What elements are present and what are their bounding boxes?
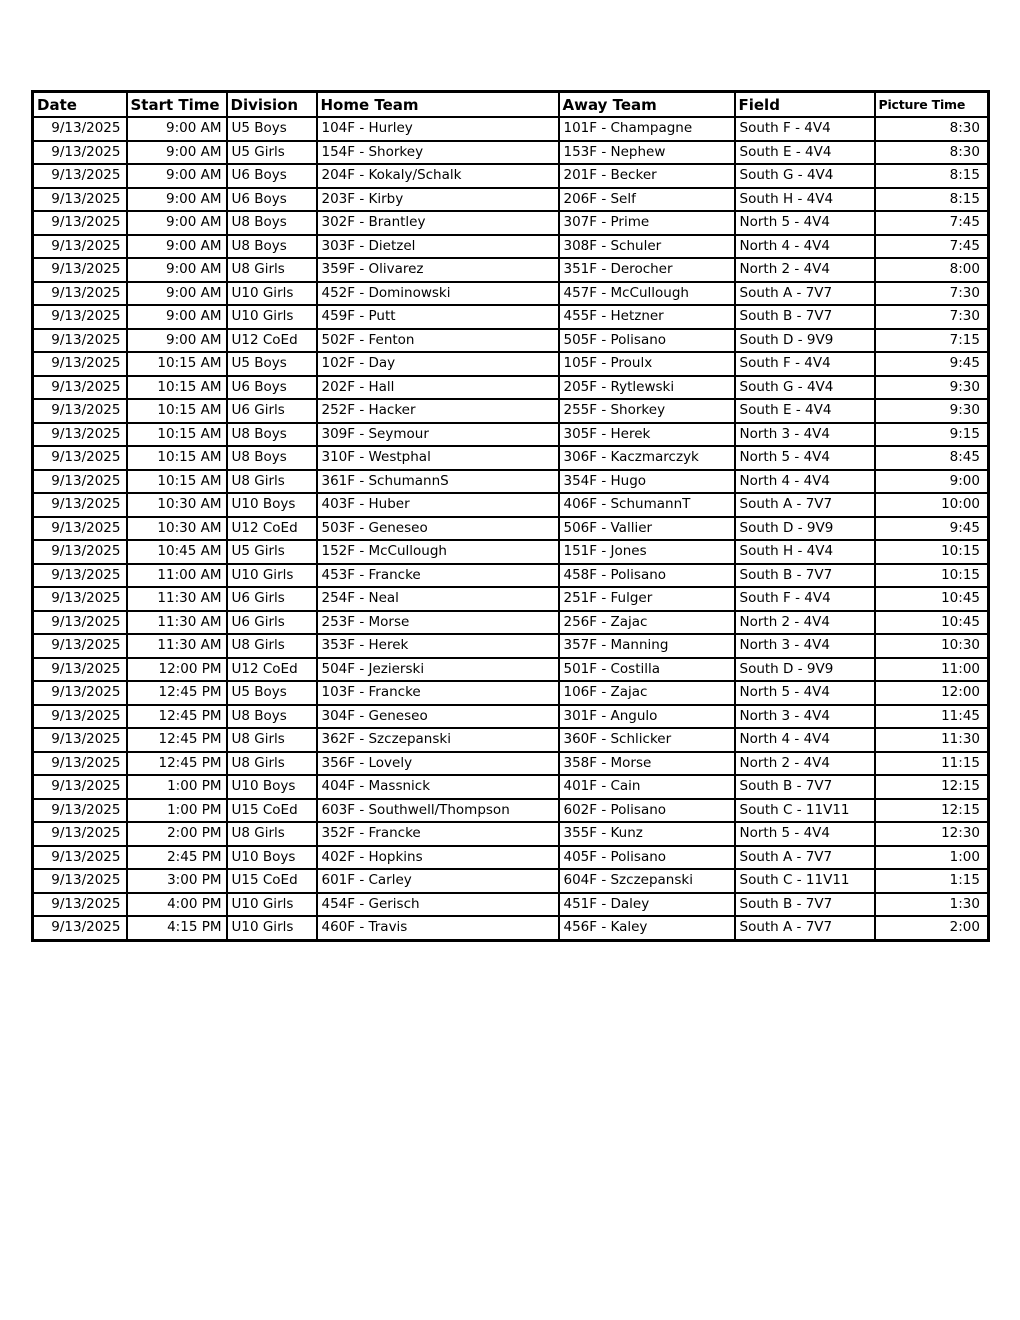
cell-home_team: 152F - McCullough <box>317 540 559 564</box>
cell-date: 9/13/2025 <box>33 399 127 423</box>
cell-picture_time: 2:00 <box>875 916 989 940</box>
cell-picture_time: 9:30 <box>875 376 989 400</box>
cell-division: U8 Girls <box>227 752 317 776</box>
cell-picture_time: 11:00 <box>875 658 989 682</box>
cell-field: South G - 4V4 <box>735 376 875 400</box>
cell-away_team: 301F - Angulo <box>559 705 735 729</box>
col-header-division: Division <box>227 92 317 118</box>
cell-start_time: 2:00 PM <box>127 822 227 846</box>
cell-field: North 2 - 4V4 <box>735 611 875 635</box>
cell-field: South F - 4V4 <box>735 587 875 611</box>
cell-away_team: 256F - Zajac <box>559 611 735 635</box>
cell-date: 9/13/2025 <box>33 705 127 729</box>
cell-home_team: 253F - Morse <box>317 611 559 635</box>
cell-away_team: 357F - Manning <box>559 634 735 658</box>
cell-start_time: 9:00 AM <box>127 305 227 329</box>
cell-division: U8 Girls <box>227 728 317 752</box>
cell-division: U5 Girls <box>227 540 317 564</box>
cell-home_team: 102F - Day <box>317 352 559 376</box>
table-row <box>33 634 989 658</box>
table-row <box>33 141 989 165</box>
cell-field: South C - 11V11 <box>735 799 875 823</box>
table-row <box>33 211 989 235</box>
table-row <box>33 188 989 212</box>
cell-division: U5 Boys <box>227 117 317 141</box>
table-row <box>33 282 989 306</box>
cell-picture_time: 12:30 <box>875 822 989 846</box>
cell-home_team: 356F - Lovely <box>317 752 559 776</box>
cell-picture_time: 8:00 <box>875 258 989 282</box>
cell-date: 9/13/2025 <box>33 329 127 353</box>
cell-date: 9/13/2025 <box>33 470 127 494</box>
cell-home_team: 154F - Shorkey <box>317 141 559 165</box>
table-row <box>33 305 989 329</box>
schedule-table <box>31 90 990 942</box>
cell-away_team: 401F - Cain <box>559 775 735 799</box>
table-row <box>33 587 989 611</box>
cell-division: U6 Boys <box>227 164 317 188</box>
cell-start_time: 9:00 AM <box>127 211 227 235</box>
cell-picture_time: 10:15 <box>875 564 989 588</box>
cell-away_team: 405F - Polisano <box>559 846 735 870</box>
cell-date: 9/13/2025 <box>33 117 127 141</box>
cell-start_time: 9:00 AM <box>127 329 227 353</box>
cell-date: 9/13/2025 <box>33 728 127 752</box>
cell-away_team: 308F - Schuler <box>559 235 735 259</box>
cell-start_time: 10:15 AM <box>127 446 227 470</box>
cell-picture_time: 7:45 <box>875 211 989 235</box>
cell-away_team: 106F - Zajac <box>559 681 735 705</box>
cell-start_time: 11:00 AM <box>127 564 227 588</box>
cell-date: 9/13/2025 <box>33 517 127 541</box>
cell-field: North 3 - 4V4 <box>735 423 875 447</box>
cell-field: South F - 4V4 <box>735 117 875 141</box>
table-row <box>33 846 989 870</box>
cell-start_time: 4:15 PM <box>127 916 227 940</box>
cell-division: U8 Boys <box>227 211 317 235</box>
cell-picture_time: 7:15 <box>875 329 989 353</box>
cell-home_team: 601F - Carley <box>317 869 559 893</box>
cell-home_team: 202F - Hall <box>317 376 559 400</box>
cell-division: U8 Boys <box>227 235 317 259</box>
cell-field: North 4 - 4V4 <box>735 728 875 752</box>
cell-picture_time: 12:15 <box>875 799 989 823</box>
cell-start_time: 3:00 PM <box>127 869 227 893</box>
cell-away_team: 105F - Proulx <box>559 352 735 376</box>
cell-away_team: 201F - Becker <box>559 164 735 188</box>
table-row <box>33 399 989 423</box>
header-row <box>33 92 989 118</box>
cell-away_team: 505F - Polisano <box>559 329 735 353</box>
cell-start_time: 10:45 AM <box>127 540 227 564</box>
cell-home_team: 203F - Kirby <box>317 188 559 212</box>
cell-home_team: 252F - Hacker <box>317 399 559 423</box>
cell-home_team: 304F - Geneseo <box>317 705 559 729</box>
cell-home_team: 103F - Francke <box>317 681 559 705</box>
cell-picture_time: 11:15 <box>875 752 989 776</box>
cell-start_time: 9:00 AM <box>127 282 227 306</box>
cell-division: U15 CoEd <box>227 869 317 893</box>
cell-field: North 5 - 4V4 <box>735 446 875 470</box>
cell-picture_time: 8:30 <box>875 117 989 141</box>
cell-away_team: 101F - Champagne <box>559 117 735 141</box>
cell-picture_time: 9:45 <box>875 352 989 376</box>
cell-start_time: 1:00 PM <box>127 775 227 799</box>
cell-start_time: 10:15 AM <box>127 399 227 423</box>
table-row <box>33 117 989 141</box>
table-row <box>33 517 989 541</box>
cell-home_team: 402F - Hopkins <box>317 846 559 870</box>
cell-division: U6 Girls <box>227 399 317 423</box>
cell-division: U15 CoEd <box>227 799 317 823</box>
table-row <box>33 611 989 635</box>
cell-field: South D - 9V9 <box>735 329 875 353</box>
cell-picture_time: 1:00 <box>875 846 989 870</box>
cell-home_team: 361F - SchumannS <box>317 470 559 494</box>
cell-away_team: 351F - Derocher <box>559 258 735 282</box>
table-row <box>33 564 989 588</box>
cell-away_team: 406F - SchumannT <box>559 493 735 517</box>
cell-division: U8 Girls <box>227 258 317 282</box>
cell-date: 9/13/2025 <box>33 634 127 658</box>
cell-start_time: 11:30 AM <box>127 587 227 611</box>
cell-division: U10 Girls <box>227 916 317 940</box>
cell-date: 9/13/2025 <box>33 540 127 564</box>
cell-picture_time: 11:30 <box>875 728 989 752</box>
cell-start_time: 10:15 AM <box>127 423 227 447</box>
table-row <box>33 352 989 376</box>
table-row <box>33 493 989 517</box>
table-row <box>33 728 989 752</box>
cell-field: North 2 - 4V4 <box>735 752 875 776</box>
table-row <box>33 164 989 188</box>
col-header-home-team: Home Team <box>317 92 559 118</box>
cell-home_team: 353F - Herek <box>317 634 559 658</box>
cell-division: U12 CoEd <box>227 329 317 353</box>
cell-home_team: 502F - Fenton <box>317 329 559 353</box>
cell-picture_time: 7:30 <box>875 282 989 306</box>
cell-away_team: 456F - Kaley <box>559 916 735 940</box>
cell-division: U8 Girls <box>227 822 317 846</box>
cell-division: U8 Boys <box>227 705 317 729</box>
cell-start_time: 2:45 PM <box>127 846 227 870</box>
cell-start_time: 9:00 AM <box>127 188 227 212</box>
cell-date: 9/13/2025 <box>33 235 127 259</box>
cell-division: U5 Girls <box>227 141 317 165</box>
cell-field: South C - 11V11 <box>735 869 875 893</box>
cell-date: 9/13/2025 <box>33 564 127 588</box>
table-row <box>33 705 989 729</box>
cell-away_team: 354F - Hugo <box>559 470 735 494</box>
cell-home_team: 254F - Neal <box>317 587 559 611</box>
col-header-start-time: Start Time <box>127 92 227 118</box>
cell-date: 9/13/2025 <box>33 352 127 376</box>
cell-start_time: 12:45 PM <box>127 705 227 729</box>
cell-start_time: 9:00 AM <box>127 164 227 188</box>
cell-away_team: 206F - Self <box>559 188 735 212</box>
cell-field: South B - 7V7 <box>735 564 875 588</box>
cell-field: South D - 9V9 <box>735 517 875 541</box>
col-header-picture-time: Picture Time <box>875 92 989 118</box>
cell-date: 9/13/2025 <box>33 846 127 870</box>
cell-field: South A - 7V7 <box>735 493 875 517</box>
cell-home_team: 460F - Travis <box>317 916 559 940</box>
cell-division: U5 Boys <box>227 681 317 705</box>
cell-start_time: 9:00 AM <box>127 117 227 141</box>
cell-away_team: 455F - Hetzner <box>559 305 735 329</box>
cell-start_time: 10:15 AM <box>127 470 227 494</box>
cell-division: U10 Girls <box>227 282 317 306</box>
cell-home_team: 359F - Olivarez <box>317 258 559 282</box>
cell-date: 9/13/2025 <box>33 258 127 282</box>
cell-picture_time: 1:30 <box>875 893 989 917</box>
cell-picture_time: 10:00 <box>875 493 989 517</box>
cell-division: U8 Girls <box>227 634 317 658</box>
cell-away_team: 307F - Prime <box>559 211 735 235</box>
table-row <box>33 799 989 823</box>
table-row <box>33 376 989 400</box>
cell-date: 9/13/2025 <box>33 869 127 893</box>
cell-division: U10 Girls <box>227 564 317 588</box>
cell-field: North 3 - 4V4 <box>735 705 875 729</box>
cell-start_time: 10:30 AM <box>127 517 227 541</box>
cell-home_team: 309F - Seymour <box>317 423 559 447</box>
cell-away_team: 602F - Polisano <box>559 799 735 823</box>
cell-start_time: 11:30 AM <box>127 611 227 635</box>
cell-start_time: 9:00 AM <box>127 141 227 165</box>
cell-away_team: 604F - Szczepanski <box>559 869 735 893</box>
cell-away_team: 360F - Schlicker <box>559 728 735 752</box>
cell-home_team: 104F - Hurley <box>317 117 559 141</box>
cell-home_team: 404F - Massnick <box>317 775 559 799</box>
cell-field: North 5 - 4V4 <box>735 211 875 235</box>
cell-division: U10 Boys <box>227 846 317 870</box>
cell-date: 9/13/2025 <box>33 752 127 776</box>
table-row <box>33 658 989 682</box>
cell-picture_time: 11:45 <box>875 705 989 729</box>
cell-field: North 2 - 4V4 <box>735 258 875 282</box>
cell-date: 9/13/2025 <box>33 611 127 635</box>
cell-home_team: 503F - Geneseo <box>317 517 559 541</box>
cell-division: U12 CoEd <box>227 517 317 541</box>
cell-home_team: 204F - Kokaly/Schalk <box>317 164 559 188</box>
cell-date: 9/13/2025 <box>33 164 127 188</box>
cell-field: South B - 7V7 <box>735 893 875 917</box>
cell-picture_time: 9:15 <box>875 423 989 447</box>
cell-picture_time: 1:15 <box>875 869 989 893</box>
cell-date: 9/13/2025 <box>33 916 127 940</box>
table-row <box>33 329 989 353</box>
cell-division: U10 Boys <box>227 493 317 517</box>
cell-division: U10 Girls <box>227 893 317 917</box>
cell-away_team: 506F - Vallier <box>559 517 735 541</box>
cell-date: 9/13/2025 <box>33 681 127 705</box>
cell-field: North 4 - 4V4 <box>735 235 875 259</box>
cell-picture_time: 8:15 <box>875 188 989 212</box>
cell-division: U10 Girls <box>227 305 317 329</box>
cell-picture_time: 8:30 <box>875 141 989 165</box>
cell-date: 9/13/2025 <box>33 376 127 400</box>
cell-field: South B - 7V7 <box>735 305 875 329</box>
table-row <box>33 258 989 282</box>
cell-date: 9/13/2025 <box>33 799 127 823</box>
cell-away_team: 458F - Polisano <box>559 564 735 588</box>
cell-date: 9/13/2025 <box>33 282 127 306</box>
cell-field: South E - 4V4 <box>735 141 875 165</box>
cell-division: U5 Boys <box>227 352 317 376</box>
table-row <box>33 916 989 940</box>
cell-home_team: 454F - Gerisch <box>317 893 559 917</box>
cell-home_team: 403F - Huber <box>317 493 559 517</box>
cell-home_team: 453F - Francke <box>317 564 559 588</box>
cell-away_team: 153F - Nephew <box>559 141 735 165</box>
cell-picture_time: 7:30 <box>875 305 989 329</box>
cell-home_team: 352F - Francke <box>317 822 559 846</box>
table-row <box>33 681 989 705</box>
cell-field: North 4 - 4V4 <box>735 470 875 494</box>
cell-away_team: 501F - Costilla <box>559 658 735 682</box>
cell-picture_time: 9:45 <box>875 517 989 541</box>
cell-field: South H - 4V4 <box>735 540 875 564</box>
cell-field: North 5 - 4V4 <box>735 681 875 705</box>
cell-home_team: 362F - Szczepanski <box>317 728 559 752</box>
cell-picture_time: 12:00 <box>875 681 989 705</box>
cell-division: U6 Girls <box>227 611 317 635</box>
cell-division: U6 Boys <box>227 376 317 400</box>
cell-date: 9/13/2025 <box>33 446 127 470</box>
cell-home_team: 603F - Southwell/Thompson <box>317 799 559 823</box>
table-row <box>33 470 989 494</box>
cell-away_team: 255F - Shorkey <box>559 399 735 423</box>
col-header-field: Field <box>735 92 875 118</box>
cell-start_time: 4:00 PM <box>127 893 227 917</box>
cell-away_team: 306F - Kaczmarczyk <box>559 446 735 470</box>
cell-home_team: 310F - Westphal <box>317 446 559 470</box>
table-row <box>33 235 989 259</box>
cell-away_team: 358F - Morse <box>559 752 735 776</box>
cell-home_team: 452F - Dominowski <box>317 282 559 306</box>
cell-date: 9/13/2025 <box>33 188 127 212</box>
cell-away_team: 355F - Kunz <box>559 822 735 846</box>
cell-start_time: 12:45 PM <box>127 681 227 705</box>
cell-date: 9/13/2025 <box>33 587 127 611</box>
cell-picture_time: 10:30 <box>875 634 989 658</box>
cell-division: U6 Girls <box>227 587 317 611</box>
cell-start_time: 9:00 AM <box>127 235 227 259</box>
cell-field: South G - 4V4 <box>735 164 875 188</box>
cell-field: South H - 4V4 <box>735 188 875 212</box>
cell-date: 9/13/2025 <box>33 493 127 517</box>
table-row <box>33 423 989 447</box>
cell-home_team: 303F - Dietzel <box>317 235 559 259</box>
table-row <box>33 893 989 917</box>
cell-division: U8 Girls <box>227 470 317 494</box>
cell-date: 9/13/2025 <box>33 822 127 846</box>
cell-picture_time: 9:30 <box>875 399 989 423</box>
cell-field: South B - 7V7 <box>735 775 875 799</box>
cell-start_time: 12:45 PM <box>127 728 227 752</box>
cell-date: 9/13/2025 <box>33 658 127 682</box>
cell-home_team: 459F - Putt <box>317 305 559 329</box>
cell-division: U10 Boys <box>227 775 317 799</box>
cell-home_team: 302F - Brantley <box>317 211 559 235</box>
cell-away_team: 457F - McCullough <box>559 282 735 306</box>
cell-date: 9/13/2025 <box>33 893 127 917</box>
cell-field: South A - 7V7 <box>735 846 875 870</box>
cell-date: 9/13/2025 <box>33 211 127 235</box>
table-row <box>33 540 989 564</box>
cell-start_time: 1:00 PM <box>127 799 227 823</box>
cell-start_time: 10:30 AM <box>127 493 227 517</box>
cell-picture_time: 10:45 <box>875 611 989 635</box>
cell-picture_time: 10:45 <box>875 587 989 611</box>
cell-field: South D - 9V9 <box>735 658 875 682</box>
cell-away_team: 251F - Fulger <box>559 587 735 611</box>
cell-date: 9/13/2025 <box>33 305 127 329</box>
table-row <box>33 822 989 846</box>
cell-division: U8 Boys <box>227 423 317 447</box>
cell-picture_time: 9:00 <box>875 470 989 494</box>
cell-picture_time: 7:45 <box>875 235 989 259</box>
cell-away_team: 205F - Rytlewski <box>559 376 735 400</box>
cell-start_time: 10:15 AM <box>127 376 227 400</box>
cell-start_time: 12:45 PM <box>127 752 227 776</box>
cell-field: South E - 4V4 <box>735 399 875 423</box>
cell-picture_time: 8:45 <box>875 446 989 470</box>
cell-date: 9/13/2025 <box>33 775 127 799</box>
cell-date: 9/13/2025 <box>33 141 127 165</box>
cell-start_time: 9:00 AM <box>127 258 227 282</box>
cell-away_team: 151F - Jones <box>559 540 735 564</box>
cell-start_time: 11:30 AM <box>127 634 227 658</box>
cell-division: U12 CoEd <box>227 658 317 682</box>
cell-field: North 3 - 4V4 <box>735 634 875 658</box>
col-header-away-team: Away Team <box>559 92 735 118</box>
schedule-table-body <box>33 117 989 940</box>
table-row <box>33 775 989 799</box>
cell-date: 9/13/2025 <box>33 423 127 447</box>
cell-picture_time: 10:15 <box>875 540 989 564</box>
cell-picture_time: 8:15 <box>875 164 989 188</box>
cell-away_team: 305F - Herek <box>559 423 735 447</box>
cell-division: U6 Boys <box>227 188 317 212</box>
table-row <box>33 446 989 470</box>
cell-field: South F - 4V4 <box>735 352 875 376</box>
cell-division: U8 Boys <box>227 446 317 470</box>
cell-home_team: 504F - Jezierski <box>317 658 559 682</box>
cell-away_team: 451F - Daley <box>559 893 735 917</box>
cell-field: South A - 7V7 <box>735 916 875 940</box>
table-row <box>33 752 989 776</box>
col-header-date: Date <box>33 92 127 118</box>
cell-start_time: 12:00 PM <box>127 658 227 682</box>
cell-field: North 5 - 4V4 <box>735 822 875 846</box>
cell-picture_time: 12:15 <box>875 775 989 799</box>
table-row <box>33 869 989 893</box>
cell-field: South A - 7V7 <box>735 282 875 306</box>
cell-start_time: 10:15 AM <box>127 352 227 376</box>
